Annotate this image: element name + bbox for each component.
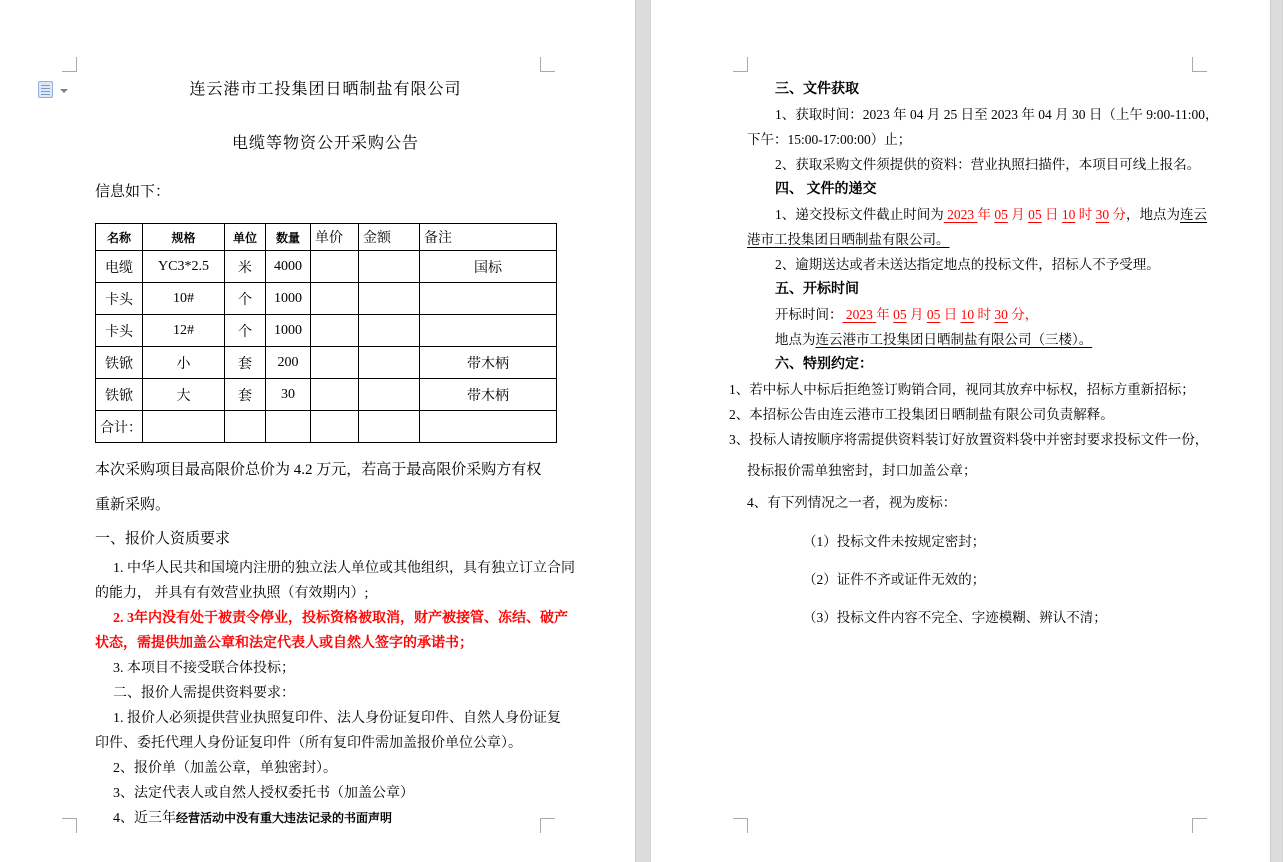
text-segment: 时 [1075,207,1096,222]
table-cell [420,411,557,443]
table-header-cell: 备注 [420,224,557,251]
table-cell [420,315,557,347]
document-subtitle: 电缆等物资公开采购公告 [231,135,419,152]
table-cell: 套 [225,347,266,379]
table-header-cell: 单位 [225,224,266,251]
table-cell: 带木柄 [420,379,557,411]
text-line [729,529,1192,554]
table-cell: YC3*2.5 [143,251,225,283]
margin-crop-mark [62,818,77,833]
text-segment: 2023 [943,207,978,222]
text-line [729,127,1192,152]
text-line [95,606,568,631]
text-line [95,706,561,731]
text-segment: （1）投标文件未按规定密封； [803,534,986,549]
table-cell: 小 [143,347,225,379]
table-cell [359,315,420,347]
chevron-down-icon[interactable] [60,89,68,93]
text-segment: 时 [974,307,995,322]
table-cell [311,379,359,411]
text-line [729,202,1207,227]
text-segment: 连云 [1180,207,1207,222]
text-segment: 连云港市工投集团日晒制盐有限公司（三楼）。 [815,332,1093,347]
text-line [95,681,556,706]
text-segment: 本次采购项目最高限价总价为 4.2 万元，若高于最高限价采购方有权 [95,462,542,478]
text-segment: 三、文件获取 [775,82,859,97]
text-line [729,458,1192,483]
table-cell [311,411,359,443]
text-segment: 五、开标时间 [775,282,859,297]
page-1-content [95,0,575,831]
margin-crop-mark [62,57,77,72]
text-line [729,605,1192,630]
text-segment: 月 [906,307,927,322]
table-row [96,283,557,315]
text-line [95,523,556,556]
table-cell: 200 [266,347,311,379]
text-segment: 年 [876,307,894,322]
text-segment: 1. 中华人民共和国境内注册的独立法人单位或其他组织，具有独立订立合同 [113,561,575,576]
page-2-content [729,0,1219,630]
text-segment: 10 [960,307,975,322]
text-segment: 05 [994,207,1008,222]
text-line [95,756,556,781]
text-segment: 2、获取采购文件须提供的资料：营业执照扫描件，本项目可线上报名。 [775,157,1201,172]
table-cell: 个 [225,283,266,315]
text-segment: 4、有下列情况之一者，视为废标： [747,495,957,510]
table-header-cell: 名称 [96,224,143,251]
text-line [95,781,556,806]
text-segment: 1、获取时间：2023 年 04 月 25 日至 2023 年 04 月 30 日（上午 9:00-11:00， [775,107,1219,122]
table-header-cell: 规格 [143,224,225,251]
text-segment: 四、 文件的递交 [775,182,877,197]
text-segment: 的能力， 并具有有效营业执照（有效期内）; [95,586,369,601]
text-segment: 二、报价人需提供资料要求： [113,686,295,701]
text-segment: 六、特别约定： [775,357,873,372]
table-cell: 铁锨 [96,347,143,379]
text-segment: 05 [926,307,941,322]
text-segment: ，地点为 [1126,207,1180,222]
text-segment: 状态，需提供加盖公章和法定代表人或自然人签字的承诺书； [95,636,473,651]
text-segment: （2）证件不齐或证件无效的； [803,572,986,587]
text-line [95,806,556,831]
text-line [729,252,1192,277]
page-gap [635,0,651,862]
table-cell [266,411,311,443]
text-line [729,227,1192,252]
document-page-2 [651,0,1270,862]
text-line [729,277,1192,302]
margin-crop-mark [1192,818,1207,833]
text-segment: 30 [1095,207,1110,222]
text-line [95,556,575,581]
items-table [95,223,557,443]
text-line [729,567,1192,592]
table-row [96,379,557,411]
table-cell: 1000 [266,283,311,315]
table-cell: 套 [225,379,266,411]
table-row [96,411,557,443]
table-cell [311,315,359,347]
text-line [95,581,556,606]
table-cell [225,411,266,443]
text-segment: （3）投标文件内容不完全、字迹模糊、辨认不清； [803,610,1107,625]
text-segment: 30 [994,307,1008,322]
page-2-paragraphs [729,0,1219,630]
text-segment: 分 [1109,207,1126,222]
table-row [96,251,557,283]
text-line [729,402,1192,427]
paste-options-button[interactable] [36,79,70,103]
margin-crop-mark [1192,57,1207,72]
text-segment: 4、近三年 [113,811,176,826]
table-cell: 卡头 [96,315,143,347]
table-cell: 电缆 [96,251,143,283]
table-cell [311,347,359,379]
table-cell: 个 [225,315,266,347]
table-row [96,315,557,347]
text-segment: 2. 3年内没有处于被责令停业，投标资格被取消，财产被接管、冻结、破产 [113,611,568,626]
text-segment: 开标时间： [775,307,843,322]
text-segment: 日 [940,307,961,322]
table-cell [359,283,420,315]
text-segment: 一、报价人资质要求 [95,531,231,547]
table-cell: 米 [225,251,266,283]
table-cell: 带木柄 [420,347,557,379]
table-cell: 4000 [266,251,311,283]
text-segment: 3、法定代表人或自然人授权委托书（加盖公章） [113,786,414,801]
text-line [729,102,1219,127]
text-line [95,453,556,488]
table-cell: 铁锨 [96,379,143,411]
text-line [729,427,1209,452]
text-segment: 05 [1028,207,1042,222]
text-line [729,377,1195,402]
text-segment: 1. 报价人必须提供营业执照复印件、法人身份证复印件、自然人身份证复 [113,711,561,726]
text-line [729,177,1192,202]
table-cell: 1000 [266,315,311,347]
text-line [95,631,556,656]
table-cell [311,251,359,283]
table-cell [359,251,420,283]
document-page-1 [0,0,635,862]
text-line [729,490,1192,515]
table-cell: 卡头 [96,283,143,315]
table-cell [359,347,420,379]
table-cell: 国标 [420,251,557,283]
text-segment: 日 [1041,207,1062,222]
text-line [729,302,1192,327]
table-cell [359,379,420,411]
table-cell: 12# [143,315,225,347]
page-1-paragraphs [95,453,575,831]
text-segment: 10 [1061,207,1076,222]
text-segment: 月 [1007,207,1029,222]
text-segment: 港市工投集团日晒制盐有限公司。 [747,232,950,247]
table-header-cell: 数量 [266,224,311,251]
text-segment: 1、若中标人中标后拒绝签订购销合同，视同其放弃中标权，招标方重新招标； [729,382,1195,397]
text-segment: 分， [1007,307,1039,322]
text-segment: 2、本招标公告由连云港市工投集团日晒制盐有限公司负责解释。 [729,407,1114,422]
text-segment: 05 [893,307,907,322]
document-title: 连云港市工投集团日晒制盐有限公司 [189,81,462,98]
text-segment: 2、逾期送达或者未送达指定地点的投标文件，招标人不予受理。 [775,257,1160,272]
table-cell: 大 [143,379,225,411]
text-line [729,77,1192,102]
table-cell [420,283,557,315]
text-line [95,656,556,681]
text-segment: 1、递交投标文件截止时间为 [775,207,944,222]
table-header-cell: 单价 [311,224,359,251]
text-segment: 地点为 [775,332,816,347]
text-line [95,731,556,756]
text-segment: 2023 [842,307,877,322]
text-segment: 下午：15:00-17:00:00）止； [747,132,912,147]
info-label: 信息如下： [95,184,171,200]
text-segment: 印件、委托代理人身份证复印件（所有复印件需加盖报价单位公章）。 [95,736,522,751]
text-segment: 经营活动中没有重大违法记录的书面声明 [176,811,393,825]
text-segment: 年 [977,207,995,222]
text-segment: 3. 本项目不接受联合体投标； [113,661,295,676]
table-cell: 30 [266,379,311,411]
table-header-row [96,224,557,251]
table-header-cell: 金额 [359,224,420,251]
table-cell: 10# [143,283,225,315]
text-segment: 2、报价单（加盖公章，单独密封）。 [113,761,337,776]
text-line [729,352,1192,377]
table-cell [143,411,225,443]
text-segment: 重新采购。 [95,497,171,513]
window-background-strip [1270,0,1283,862]
margin-crop-mark [733,818,748,833]
table-cell: 合计： [96,411,143,443]
table-cell [359,411,420,443]
table-row [96,347,557,379]
text-line [729,327,1192,352]
text-segment: 投标报价需单独密封，封口加盖公章； [747,463,977,478]
paste-options-icon-lines [41,85,50,95]
text-line [95,488,556,523]
text-segment: 3、投标人请按顺序将需提供资料装订好放置资料袋中并密封要求投标文件一份， [729,432,1209,447]
text-line [729,152,1201,177]
table-cell [311,283,359,315]
